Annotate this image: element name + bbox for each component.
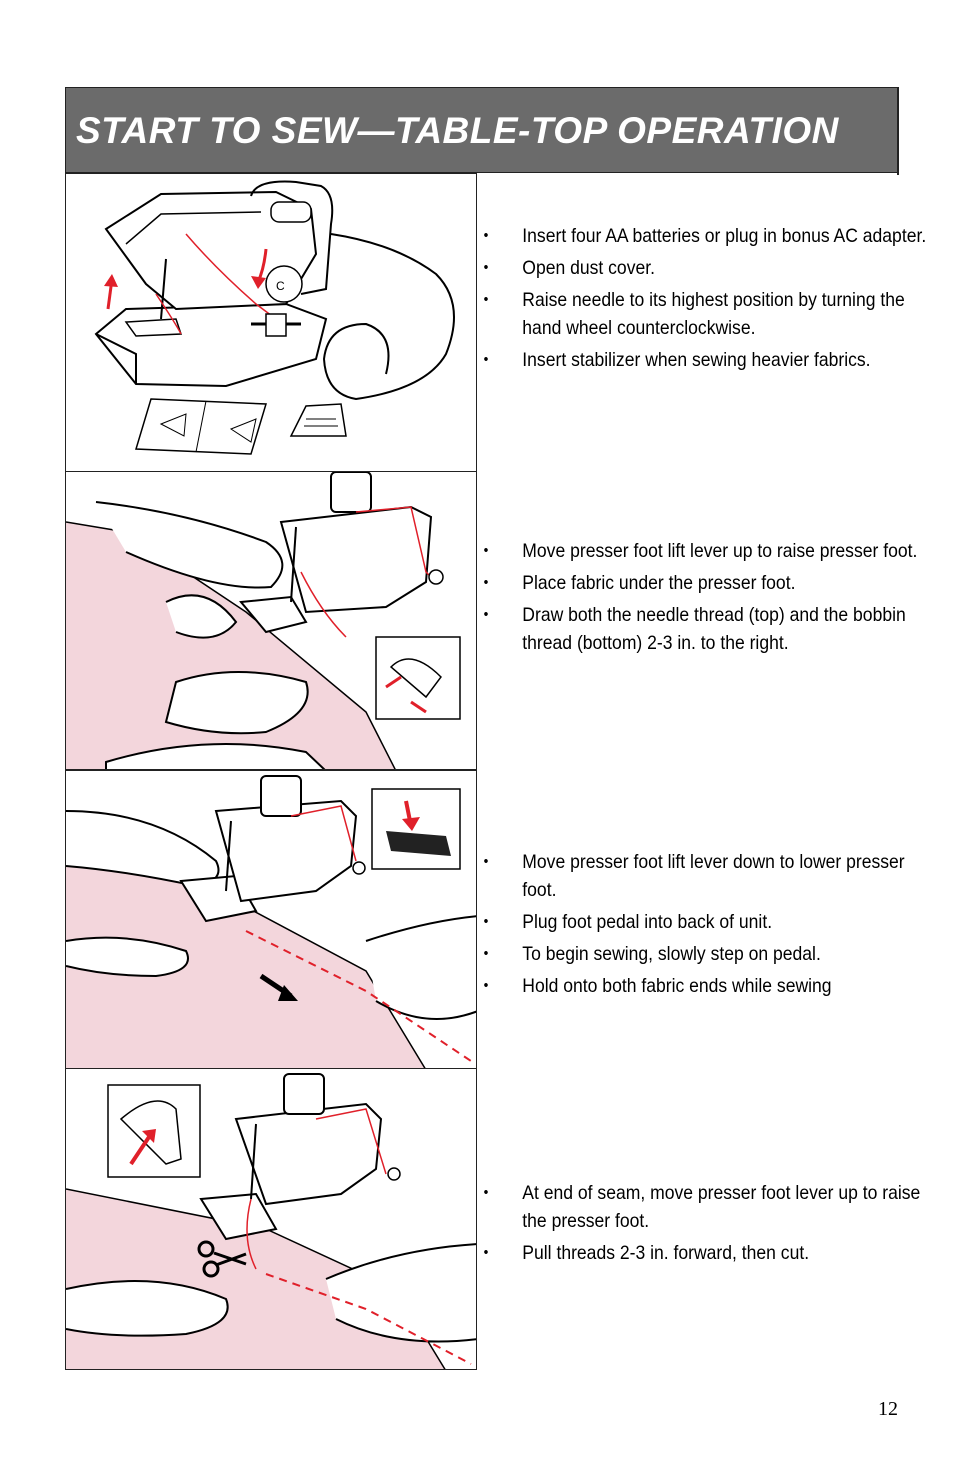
list-item: • Hold onto both fabric ends while sewing (483, 975, 832, 997)
list-item: • Place fabric under the presser foot. (483, 572, 796, 594)
illustration-cut-threads (65, 1068, 477, 1370)
cutting-illustration (66, 1069, 477, 1370)
sewing-machine-illustration (66, 174, 477, 472)
sewing-illustration (66, 771, 477, 1069)
list-item: • Pull threads 2-3 in. forward, then cut. (483, 1242, 810, 1264)
list-item: • To begin sewing, slowly step on pedal. (483, 943, 821, 965)
list-item: • Draw both the needle thread (top) and the bobbin thread (bottom) 2-3 in. to the right. (483, 604, 906, 654)
bullet-list-setup (480, 222, 927, 378)
list-item: • Open dust cover. (483, 257, 655, 279)
list-item: • Insert stabilizer when sewing heavier fabrics. (483, 349, 871, 371)
illustration-place-fabric (65, 471, 477, 770)
list-item: • Move presser foot lift lever up to raise presser foot. (483, 540, 918, 562)
title-bar-edge (897, 87, 899, 175)
list-item: • At end of seam, move presser foot lever up to raise the presser foot. (483, 1182, 921, 1232)
page-number: 12 (878, 1398, 898, 1420)
list-item: • Plug foot pedal into back of unit. (483, 911, 773, 933)
bullet-list-cut-threads (480, 1179, 921, 1271)
illustration-machine-setup (65, 173, 477, 472)
illustration-begin-sewing (65, 770, 477, 1069)
bullet-list-place-fabric (480, 537, 918, 661)
page-title: START TO SEW—TABLE-TOP OPERATION (76, 110, 839, 151)
fabric-placement-illustration (66, 472, 477, 770)
list-item: • Raise needle to its highest position by turning the hand wheel counterclockwise. (483, 289, 905, 339)
title-bar (65, 87, 898, 173)
list-item: • Insert four AA batteries or plug in bonus AC adapter. (483, 225, 927, 247)
list-item: • Move presser foot lift lever down to lower presser foot. (483, 851, 905, 901)
bullet-list-begin-sewing (480, 848, 905, 1004)
svg-text:C: C (276, 279, 285, 293)
